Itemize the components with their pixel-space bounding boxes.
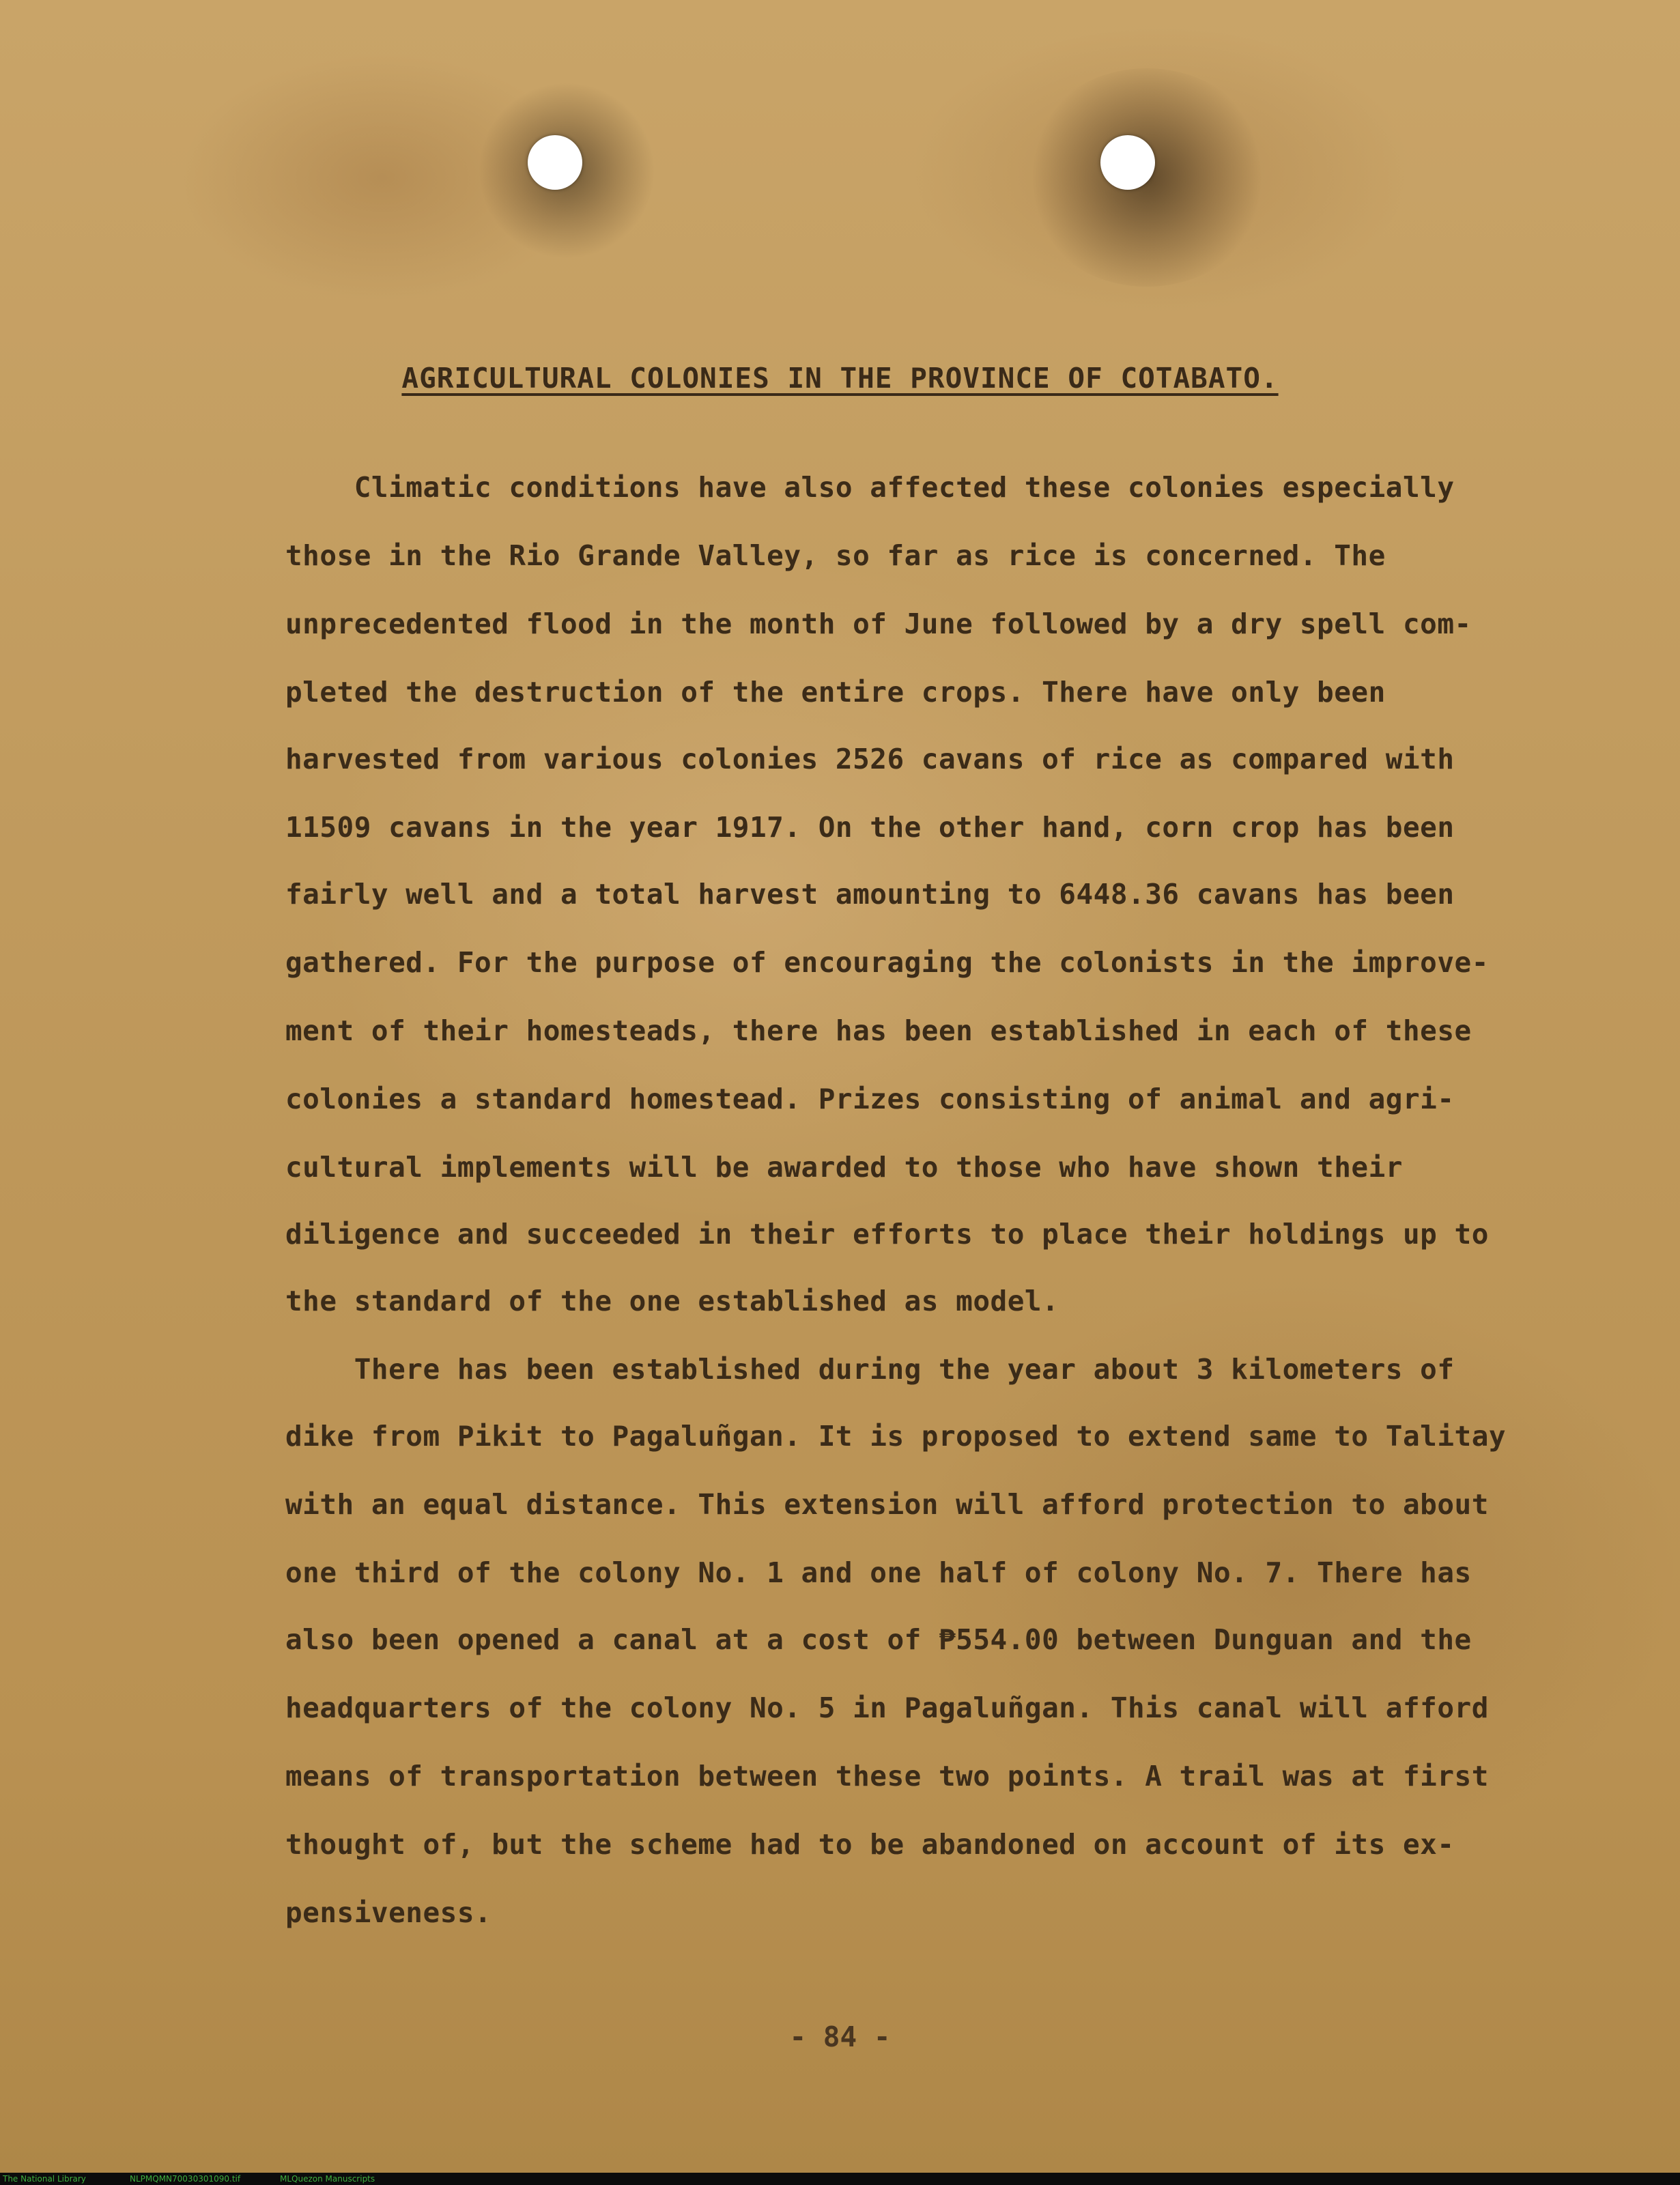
text-line: pensiveness. [285, 1896, 492, 1929]
text-line: pleted the destruction of the entire crops. There have only been [285, 676, 1386, 709]
text-line: fairly well and a total harvest amounting to 6448.36 cavans has been [285, 878, 1455, 911]
text-line: dike from Pikit to Pagaluñgan. It is proposed to extend same to Talitay [285, 1420, 1507, 1453]
text-line: 11509 cavans in the year 1917. On the other hand, corn crop has been [285, 811, 1455, 844]
punch-hole-right [1100, 135, 1155, 190]
text-line: those in the Rio Grande Valley, so far as rice is concerned. The [285, 539, 1386, 572]
page-number: - 84 - [789, 2020, 891, 2053]
punch-hole-left [528, 135, 582, 190]
text-line: Climatic conditions have also affected these colonies especially [285, 471, 1455, 504]
text-line: cultural implements will be awarded to those who have shown their [285, 1151, 1403, 1184]
text-line: diligence and succeeded in their efforts to place their holdings up to [285, 1218, 1489, 1251]
text-line: means of transportation between these two points. A trail was at first [285, 1760, 1489, 1793]
text-line: the standard of the one established as model. [285, 1285, 1059, 1317]
archive-footer [0, 2173, 1680, 2185]
text-line: ment of their homesteads, there has been established in each of these [285, 1014, 1472, 1047]
document-title: AGRICULTURAL COLONIES IN THE PROVINCE OF COTABATO. [401, 362, 1279, 395]
text-line: gathered. For the purpose of encouraging the colonists in the improve- [285, 946, 1489, 979]
text-line: thought of, but the scheme had to be abandoned on account of its ex- [285, 1828, 1455, 1861]
text-line: one third of the colony No. 1 and one half of colony No. 7. There has [285, 1556, 1472, 1589]
footer-library: The National Library [3, 2174, 86, 2184]
footer-filename: NLPMQMN70030301090.tif [130, 2174, 241, 2184]
text-line: also been opened a canal at a cost of ₱554.00 between Dunguan and the [285, 1623, 1472, 1656]
footer-collection: MLQuezon Manuscripts [280, 2174, 375, 2184]
text-line: There has been established during the year about 3 kilometers of [285, 1353, 1455, 1386]
text-line: with an equal distance. This extension will afford protection to about [285, 1488, 1489, 1521]
text-line: headquarters of the colony No. 5 in Pagaluñgan. This canal will afford [285, 1691, 1489, 1724]
text-line: harvested from various colonies 2526 cavans of rice as compared with [285, 743, 1455, 775]
text-line: unprecedented flood in the month of June followed by a dry spell com- [285, 608, 1472, 640]
text-line: colonies a standard homestead. Prizes consisting of animal and agri- [285, 1083, 1455, 1115]
